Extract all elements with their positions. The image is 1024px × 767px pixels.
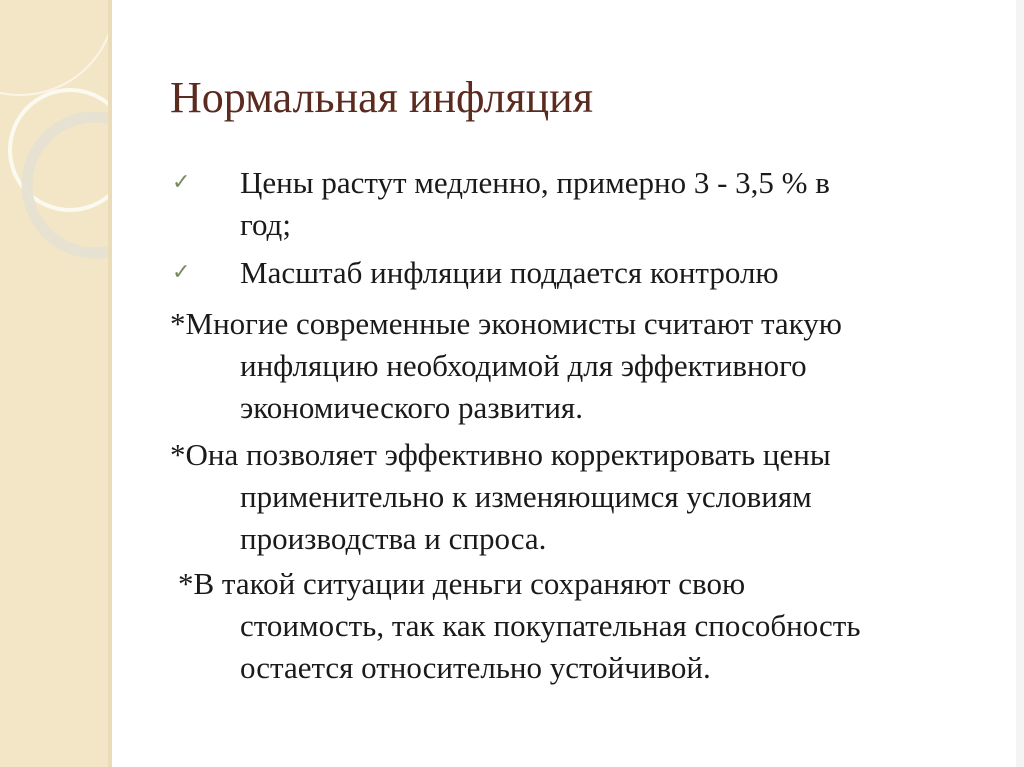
slide-title: Нормальная инфляция xyxy=(170,73,593,122)
star-item-line: стоимость, так как покупательная способность xyxy=(240,608,861,643)
star-item-line: экономического развития. xyxy=(240,390,583,425)
bullet-line: Цены растут медленно, примерно 3 - 3,5 % в xyxy=(240,165,830,200)
star-item-line: *Многие современные экономисты считают такую xyxy=(170,306,842,341)
star-item-line: *В такой ситуации деньги сохраняют свою xyxy=(178,566,746,601)
checkmark-icon: ✓ xyxy=(172,260,191,285)
star-item-line: инфляцию необходимой для эффективного xyxy=(240,348,807,383)
checkmark-icon: ✓ xyxy=(172,170,191,195)
star-item-line: остается относительно устойчивой. xyxy=(240,650,711,685)
star-item-line: применительно к изменяющимся условиям xyxy=(240,479,812,514)
bullet-line: Масштаб инфляции поддается контролю xyxy=(240,255,779,290)
star-item-line: *Она позволяет эффективно корректировать цены xyxy=(170,437,831,472)
star-item-line: производства и спроса. xyxy=(240,521,547,556)
bullet-line: год; xyxy=(240,207,291,242)
